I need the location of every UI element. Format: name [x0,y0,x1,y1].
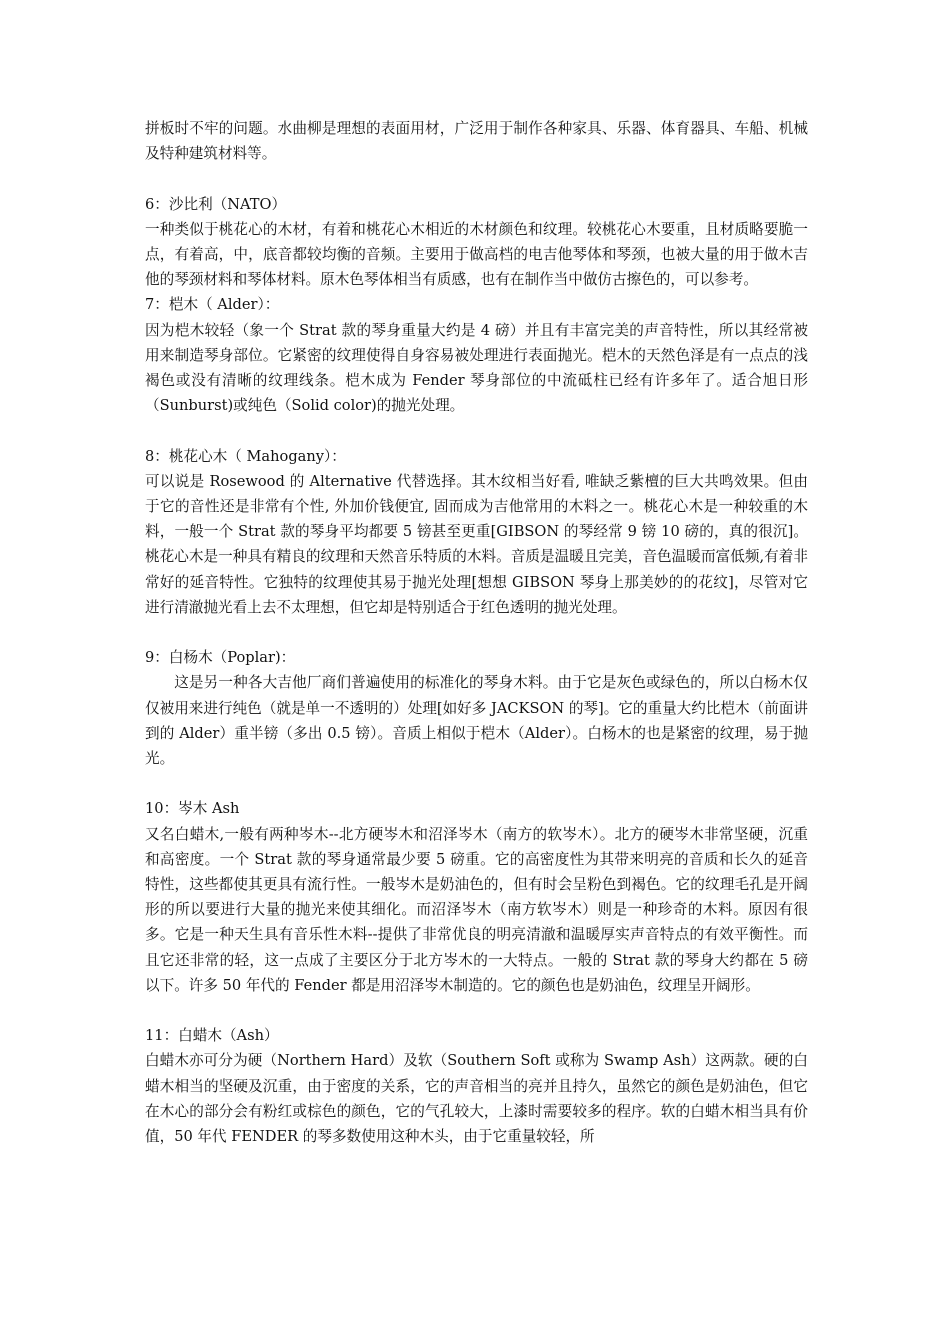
section-heading-alder: 7：桤木（ Alder）： [145,296,280,314]
paragraph-continuation: 拼板时不牢的问题。水曲柳是理想的表面用材，广泛用于制作各种家具、乐器、体育器具、车船、机械及特种建筑材料等。 [145,120,808,163]
section-body-poplar: 这是另一种各大吉他厂商们普遍使用的标准化的琴身木料。由于它是灰色或绿色的，所以白杨木仅仅被用来进行纯色（就是单一不透明的）处理[如好多 JACKSON 的琴]。它的重量大约比桤木（前面讲到的 Alder）重半镑（多出 0.5 镑）。音质上相似于桤木（Alder）。白杨木的也是紧密的纹理，易于抛光。 [145,674,809,768]
paragraph-gap [145,418,808,443]
section-body-ash-11: 白蜡木亦可分为硬（Northern Hard）及软（Southern Soft 或称为 Swamp Ash）这两款。硬的白蜡木相当的坚硬及沉重，由于密度的关系，它的声音相当的亮并且持久，虽然它的颜色是奶油色，但它在木心的部分会有粉红或棕色的颜色，它的气孔较大，上漆时需要较多的程序。软的白蜡木相当具有价值，50 年代 FENDER 的琴多数使用这种木头，由于它重量较轻，所 [145,1052,808,1146]
section-heading-poplar: 9：白杨木（Poplar)： [145,649,296,667]
section-heading-ash-11: 11：白蜡木（Ash） [145,1027,279,1045]
section-body-alder: 因为桤木较轻（象一个 Strat 款的琴身重量大约是 4 磅）并且有丰富完美的声音特性，所以其经常被用来制造琴身部位。它紧密的纹理使得自身容易被处理进行表面抛光。桤木的天然色泽是有一点点的浅褐色或没有清晰的纹理线条。桤木成为 Fender 琴身部位的中流砥柱已经有许多年了。适合旭日形（Sunburst)或纯色（Solid color)的抛光处理。 [145,321,808,415]
paragraph-gap [145,771,808,796]
section-body-nato: 一种类似于桃花心的木材，有着和桃花心木相近的木材颜色和纹理。较桃花心木要重，且材质略要脆一点，有着高，中，底音都较均衡的音频。主要用于做高档的电吉他琴体和琴颈，也被大量的用于做木吉他的琴颈材料和琴体材料。原木色琴体相当有质感，也有在制作当中做仿古擦色的，可以参考。 [145,220,808,289]
paragraph-gap [145,166,808,191]
paragraph-gap [145,620,808,645]
section-heading-mahogany: 8：桃花心木（ Mahogany）： [145,447,346,465]
section-body-mahogany: 可以说是 Rosewood 的 Alternative 代替选择。其木纹相当好看, 唯缺乏紫檀的巨大共鸣效果。但由于它的音性还是非常有个性, 外加价钱便宜, 固而成为吉他常用的木料之一。桃花心木是一种较重的木料，一般一个 Strat 款的琴身平均都要 5 镑甚至更重[GIBSON 的琴经常 9 镑 10 磅的，真的很沉]。桃花心木是一种具有精良的纹理和天然音乐特质的木料。音质是温暖且完美，音色温暖而富低频,有着非常好的延音特性。它独特的纹理使其易于抛光处理[想想 GIBSON 琴身上那美妙的的花纹]，尽管对它进行清澈抛光看上去不太理想，但它却是特别适合于红色透明的抛光处理。 [145,472,808,616]
section-body-ash-10: 又名白蜡木,一般有两种岑木--北方硬岑木和沼泽岑木（南方的软岑木）。北方的硬岑木非常坚硬，沉重和高密度。一个 Strat 款的琴身通常最少要 5 磅重。它的高密度性为其带来明亮的音质和长久的延音特性，这些都使其更具有流行性。一般岑木是奶油色的，但有时会呈粉色到褐色。它的纹理毛孔是开阔形的所以要进行大量的抛光来使其细化。而沼泽岑木（南方软岑木）则是一种珍奇的木料。原因有很多。它是一种天生具有音乐性木料--提供了非常优良的明亮清澈和温暖厚实声音特点的有效平衡性。而且它还非常的轻，这一点成了主要区分于北方岑木的一大特点。一般的 Strat 款的琴身大约都在 5 磅以下。许多 50 年代的 Fender 都是用沼泽岑木制造的。它的颜色也是奶油色，纹理呈开阔形。 [145,825,808,994]
section-heading-nato: 6：沙比利（NATO） [145,195,287,213]
section-heading-ash-10: 10：岑木 Ash [145,800,240,818]
document-page [145,116,808,1149]
paragraph-gap [145,998,808,1023]
